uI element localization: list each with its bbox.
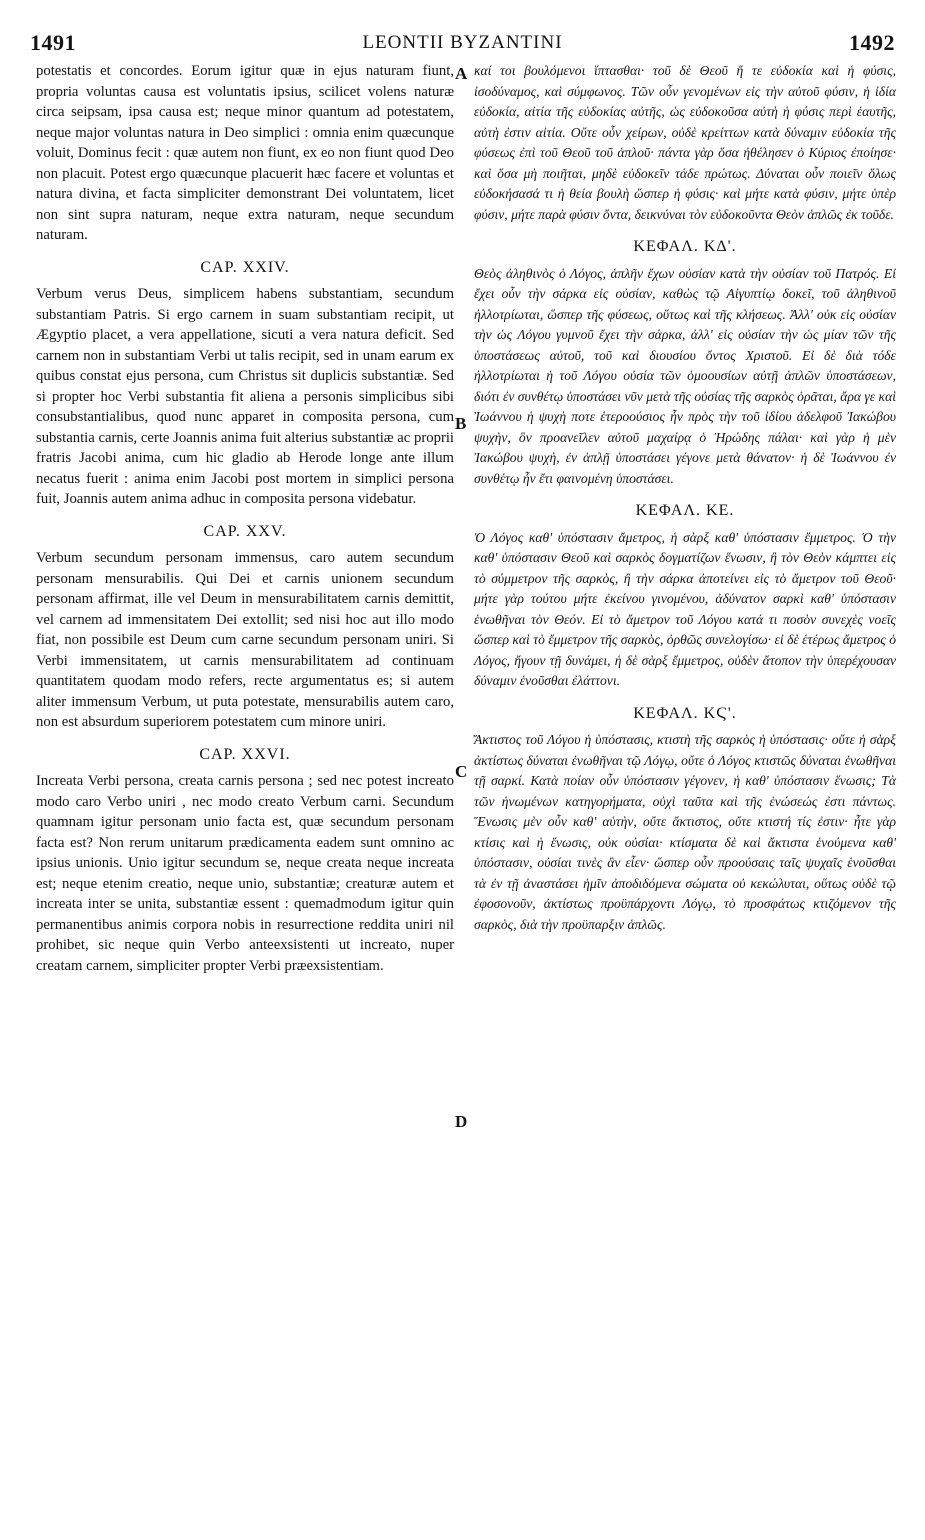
chapter-text: Verbum secundum personam immensus, caro autem secundum personam mensurabilis. Qui Dei et carnis unionem secundum personam affirmat, ille vel Deum in mensurabilitatem carnis demittit, vel carnem ad immensitatem Dei extollit; sed nisi hoc aut illo modo fiat, non possibile est Deum cum carne secundum personam uniri. Si Verbi immensitatem, ut carnis mensurabilitatem ad continuam quantitatem quodam modo refers, recte argumentatus es; si autem aliter immensum Verbum, ut puta potestate, mensurabilis autem caro, non est absurdum superiorem potestatem cum minore uniri. <box>36 550 454 730</box>
margin-marker-d: D <box>455 1112 468 1131</box>
page-number-left: 1491 <box>30 30 76 55</box>
latin-column <box>36 61 454 976</box>
page-number-right: 1492 <box>849 30 895 55</box>
margin-marker-c: C <box>455 762 468 781</box>
running-title: LEONTII BYZANTINI <box>362 32 563 53</box>
chapter-title: CAP. XXVI. <box>199 745 291 763</box>
chapter-text: Θεὸς ἀληθινὸς ὁ Λόγος, ἁπλῆν ἔχων οὐσίαν κατὰ τὴν οὐσίαν τοῦ Πατρός. Εἰ ἔχει οὖν τὴν σάρκα εἰς οὐσίαν, καθὼς τῷ Αἰγυπτίῳ δοκεῖ, τοῦ ἀληθινοῦ ἠλλοτρίωται, ὥσπερ τῆς φύσεως, οὕτως καὶ τῆς κλήσεως. Ἀλλ' οὐκ εἰς οὐσίαν τὴν ὡς Λόγου γυμνοῦ ἔχει τὴν σάρκα, ἀλλ' εἰς οὐσίαν τὴν ὡς μίαν τῶν τῆς ὑποστάσεως αὐτοῦ, τοῦ καὶ διουσίου ὄντος Χριστοῦ. Εἰ δὲ διὰ τόδε ἠλλοτρίωται ἡ τοῦ Λόγου οὐσία τῶν ὁμοουσίων αὐτῇ ἁπλῶν ὑποστάσεων, διότι ἐν συνθέτῳ ὑποστάσει νῦν μετὰ τῆς οὐσίας τῆς σαρκὸς ὁρᾶται, ἄρα γε καὶ Ἰωάννου ἡ ψυχὴ ποτε ἑτεροούσιος ἦν πρὸς τὴν τοῦ ἰδίου ἀδελφοῦ Ἰακώβου ψυχὴν, ὃν προανεῖλεν αὐτοῦ μαχαίρᾳ ὁ Ἡρώδης πάλαι· καὶ γὰρ ἡ μὲν Ἰακώβου ψυχὴ, ἐν ἁπλῇ ὑποστάσει γέγονε μετὰ θάνατον· ἡ δὲ Ἰωάννου ἐν συνθέτῳ ἦν ἔτι φαινομένη ὑποστάσει. <box>474 265 896 486</box>
greek-column <box>474 61 896 935</box>
chapter-title: ΚΕΦΑΛ. ΚΕ. <box>635 502 735 519</box>
latin-intro-paragraph: potestatis et concordes. Eorum igitur quæ in ejus naturam fiunt, propria voluntas causa est voluntatis ipsius, scilicet volens naturæ circa seipsam, ipsa causa est; neque minor quantum ad potestatem, neque major voluntas natura in Deo simplici : omnia enim quæcunque voluit, Dominus fecit : quæ autem non fiunt, ex eo non fiunt quod Deo non placuit. Potest ergo quæcunque placuerit hæc facere et voluntas et natura divina, et facta simpliciter demonstrant Dei voluntatem, licet non sint supra naturam, neque extra naturam, neque secundum naturam. <box>36 63 454 243</box>
page-header <box>30 30 895 58</box>
chapter-text: Increata Verbi persona, creata carnis persona ; sed nec potest increato modo caro Verbo uniri , nec modo creato Verbum carni. Secundum quamnam igitur personam unio facta est, quæ secundum personam facta est? Non rerum unitarum prædicamenta eadem sunt omnino ac ipsius unionis. Unio igitur secundum se, neque creata neque increata est; neque etenim creatio, neque unio, substantiæ; creaturæ autem et increata inter se unita, substantiæ essent : quemadmodum igitur quin permanentibus animis corpora nobis in resurrectione reddita uniri nil prohibet, sic neque quin Verbo anteexsistenti ut increato, nuper creatam carnem, simpliciter propter Verbi præexsistentiam. <box>36 773 454 974</box>
chapter-title: ΚΕΦΑΛ. ΚΔ'. <box>633 238 737 255</box>
chapter-title: CAP. XXV. <box>203 522 287 540</box>
greek-intro-paragraph: καί τοι βουλόμενοι ἵπτασθαι· τοῦ δὲ Θεοῦ ἥ τε εὐδοκία καὶ ἡ φύσις, ἰσοδύναμος, καὶ σύμφωνος. Τῶν οὖν γενομένων εἰς τὴν αὐτοῦ φύσιν, ἡ ἰδία εὐδοκία, αἰτία τῆς εὐδοκίας αὐτῆς, ὡς εὐδοκοῦσα αὐτὴ ἡ φύσις περὶ ἑαυτῆς, αὐτὴ ἐστιν αἰτία. Οὔτε οὖν χείρων, οὐδὲ κρείττων κατὰ δύναμιν εὐδοκία τῆς φύσεως ἐπὶ τοῦ Θεοῦ τοῦ ἁπλοῦ· πάντα γὰρ ὅσα ἠθέλησεν ὁ Κύριος ἐποίησε· καὶ ὅσα μὴ ποιῆται, μηδὲ εὐδοκεῖν τάδε πρώτως. Δύναται οὖν ποιεῖν ὅλως εὐδοκήσασά τι ἡ θεία βουλὴ ὥσπερ ἡ φύσις· καὶ μήτε κατὰ φύσιν, μήτε ὑπὲρ φύσιν, μήτε παρὰ φύσιν ὄντα, δεικνύναι τὸν εὐδοκοῦντα Θεὸν ἁπλῶς ἐκ τοῦδε. <box>474 63 896 222</box>
chapter-title: ΚΕΦΑΛ. ΚϚ'. <box>633 704 737 722</box>
chapter-text: Verbum verus Deus, simplicem habens substantiam, secundum substantiam Patris. Si ergo carnem in suam substantiam recipit, ut Ægyptio placet, a vera appellatione, sicuti a vera natura deficit. Sed carnem non in substantiam Verbi ut talis recipit, sed in unam earum ex quibus constat ejus persona, cum Christus sit duplicis substantiæ. Sed si propter hoc Verbi substantia fit aliena a personis simplicibus sibi consubstantialibus, quod nunc apparet in composita persona, cum substantia carnis, certe Joannis anima fuit alterius substantiæ ac proprii fratris Jacobi anima, cum hic gladio ab Herode longe ante illum necatus fuerit : anima enim Jacobi post mortem in simplici persona fuit, Joannis autem anima adhuc in composita persona videbatur. <box>36 286 454 507</box>
margin-marker-a: A <box>455 64 468 83</box>
chapter-text: Ἄκτιστος τοῦ Λόγου ἡ ὑπόστασις, κτιστὴ τῆς σαρκὸς ἡ ὑπόστασις· οὔτε ἡ σὰρξ ἀκτίστως δύναται ἑνωθῆναι τῷ Λόγῳ, οὔτε ὁ Λόγος κτιστῶς δύναται ἑνωθῆναι τῇ σαρκί. Κατὰ ποίαν οὖν ὑπόστασιν γέγονεν, ἡ καθ' ὑπόστασιν ἕνωσις; Τὰ τῶν ἡνωμένων κατηγορήματα, οὐχὶ ταῦτα καὶ τῆς ἑνώσεώς ἐστι πάντως. Ἕνωσις μὲν οὖν καθ' αὑτὴν, οὔτε ἄκτιστος, οὔτε κτιστή τίς ἐστιν· ἦτε γὰρ κτίσις καὶ ἡ ἕνωσις, οὐκ οὐσίαι· κτίσματα δὲ καὶ ἄκτιστα ἑνούμενα καθ' ὑπόστασιν, οὐσίαι τινὲς ἂν εἶεν· ὥσπερ οὖν προούσαις ταῖς ψυχαῖς ἑνοῦσθαι τὰ ἐν τῇ ἀναστάσει ἡμῖν ἀποδιδόμενα σώματα οὐ κεκώλυται, οὕτως οὐδὲ τῷ ἐφοσονοῦν, ἀκτίστως προϋπάρχοντι Λόγῳ, τὸ προσφάτως κτιζόμενον τῆς σαρκὸς, διὰ τὴν προϋπαρξιν ἁπλῶς. <box>474 732 896 932</box>
chapter-title: CAP. XXIV. <box>200 258 290 276</box>
margin-marker-b: B <box>455 414 467 433</box>
chapter-text: Ὁ Λόγος καθ' ὑπόστασιν ἄμετρος, ἡ σὰρξ καθ' ὑπόστασιν ἔμμετρος. Ὁ τὴν καθ' ὑπόστασιν Θεοῦ καὶ σαρκὸς δογματίζων ἕνωσιν, ἢ τὸν Θεὸν κάμπτει εἰς τὸ σύμμετρον τῆς σαρκὸς, ἢ τὴν σάρκα ἀποτείνει εἰς τὸ ἄμετρον τοῦ Θεοῦ· μήτε γὰρ τούτου μήτε ἐκείνου γινομένου, ἀδύνατον σαρκὶ καθ' ὑπόστασιν ἑνωθῆναι τὸν Θεόν. Εἰ τὸ ἄμετρον τοῦ Λόγου κατά τι ποσὸν συνεχὲς νοεῖς ὥσπερ καὶ τὸ ἔμμετρον τῆς σαρκὸς, ὀρθῶς συνελογίσω· εἰ δὲ ἑτέρως ἄμετρος ὁ Λόγος, ἤγουν τῇ δυνάμει, ἡ δὲ σὰρξ ἔμμετρος, οὐδὲν ἄτοπον τὴν ὑπερέχουσαν δύναμιν ἑνοῦσθαι ἐλάττονι. <box>474 529 896 688</box>
